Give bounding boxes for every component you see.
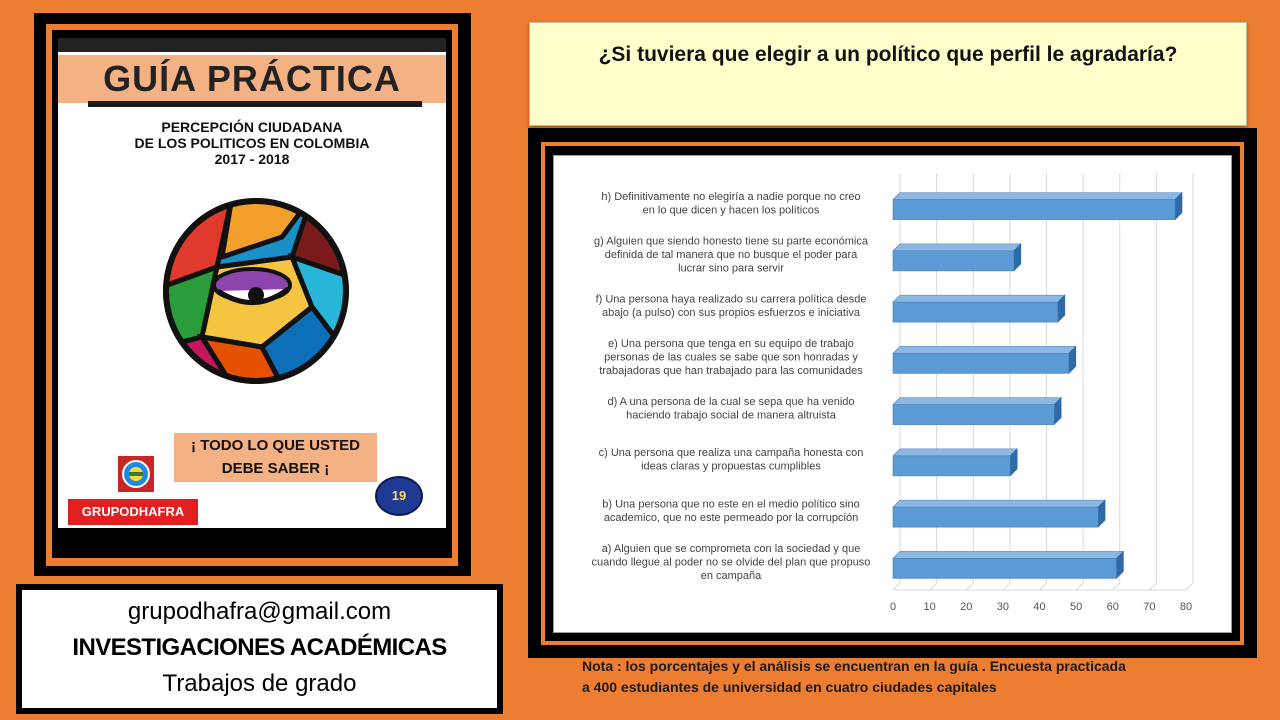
stained-glass-face-illustration xyxy=(162,197,350,385)
contact-subtitle: Trabajos de grado xyxy=(162,670,357,697)
gridline-floor xyxy=(893,583,900,590)
x-tick-label: 30 xyxy=(996,601,1009,613)
contact-box xyxy=(22,590,497,708)
category-label: a) Alguien que se comprometa con la sociedad y que cuando llegue al poder no se olvide del plan que propuso en campaña xyxy=(591,542,871,582)
category-label: d) A una persona de la cual se sepa que ha venido haciendo trabajo social de manera altruista xyxy=(607,395,855,422)
cover-subtitle-line: DE LOS POLITICOS EN COLOMBIA xyxy=(134,135,370,151)
cover-brand-label: GRUPODHAFRA xyxy=(68,499,198,525)
cover-subtitle xyxy=(58,119,446,167)
x-tick-label: 50 xyxy=(1070,601,1083,613)
bar xyxy=(893,193,1182,220)
gridline-floor xyxy=(1113,583,1120,590)
category-label: b) Una persona que no este en el medio político sino academico, que no este permeado por la corrupción xyxy=(602,498,860,524)
x-tick-label: 10 xyxy=(923,601,936,613)
callout-line: ¡ TODO LO QUE USTED xyxy=(191,437,360,454)
x-tick-label: 40 xyxy=(1033,601,1046,613)
contact-title: INVESTIGACIONES ACADÉMICAS xyxy=(72,634,447,661)
bar xyxy=(893,551,1123,578)
bar xyxy=(893,295,1065,322)
x-tick-label: 70 xyxy=(1143,601,1156,613)
note-line: a 400 estudiantes de universidad en cuatro ciudades capitales xyxy=(582,679,997,695)
x-tick-label: 60 xyxy=(1106,601,1119,613)
bar xyxy=(893,398,1061,425)
x-tick-label: 0 xyxy=(889,601,897,613)
contact-email: grupodhafra@gmail.com xyxy=(127,598,392,625)
gridline-floor xyxy=(1003,583,1010,590)
gridline-floor xyxy=(1076,583,1083,590)
survey-note xyxy=(582,656,1262,698)
gridline-floor xyxy=(966,583,973,590)
gridline-floor xyxy=(930,583,937,590)
gridline-floor xyxy=(1040,583,1047,590)
grupodhafra-logo-icon xyxy=(118,456,154,492)
cover-title: GUÍA PRÁCTICA xyxy=(103,58,401,99)
callout-line: DEBE SABER ¡ xyxy=(221,460,330,477)
bar xyxy=(893,244,1021,271)
cover-title-underline xyxy=(88,101,422,107)
bar-chart xyxy=(553,155,1232,633)
cover-top-bar xyxy=(58,38,446,52)
x-tick-label: 20 xyxy=(960,601,973,613)
cover-subtitle-line: PERCEPCIÓN CIUDADANA xyxy=(161,119,343,135)
category-label: c) Una persona que realiza una campaña honesta con ideas claras y propuestas cumplibles xyxy=(598,447,864,473)
bar xyxy=(893,449,1017,476)
category-label: e) Una persona que tenga en su equipo de trabajo personas de las cuales se sabe que son honradas y trabajadoras que han trabajado para las comunidades xyxy=(599,337,863,377)
cover-subtitle-line: 2017 - 2018 xyxy=(214,151,290,167)
category-label: g) Alguien que siendo honesto tiene su parte económica definida de tal manera que no busque el poder para lucrar sino para servir xyxy=(594,235,868,275)
cover-callout-text xyxy=(174,434,377,480)
note-line: Nota : los porcentajes y el análisis se encuentran en la guía . Encuesta practicada xyxy=(582,658,1126,674)
category-label: h) Definitivamente no elegiría a nadie porque no creo en lo que dicen y hacen los políticos xyxy=(601,190,861,217)
category-label: f) Una persona haya realizado su carrera política desde abajo (a pulso) con sus propios esfuerzos e iniciativa xyxy=(595,293,867,319)
bar xyxy=(893,500,1105,527)
gridline-floor xyxy=(1186,583,1193,590)
question-text: ¿Si tuviera que elegir a un político que perfil le agradaría? xyxy=(598,43,1178,66)
cover-number-badge: 19 xyxy=(375,476,423,516)
gridline-floor xyxy=(1149,583,1156,590)
x-tick-label: 80 xyxy=(1179,601,1193,613)
bar xyxy=(893,346,1076,373)
